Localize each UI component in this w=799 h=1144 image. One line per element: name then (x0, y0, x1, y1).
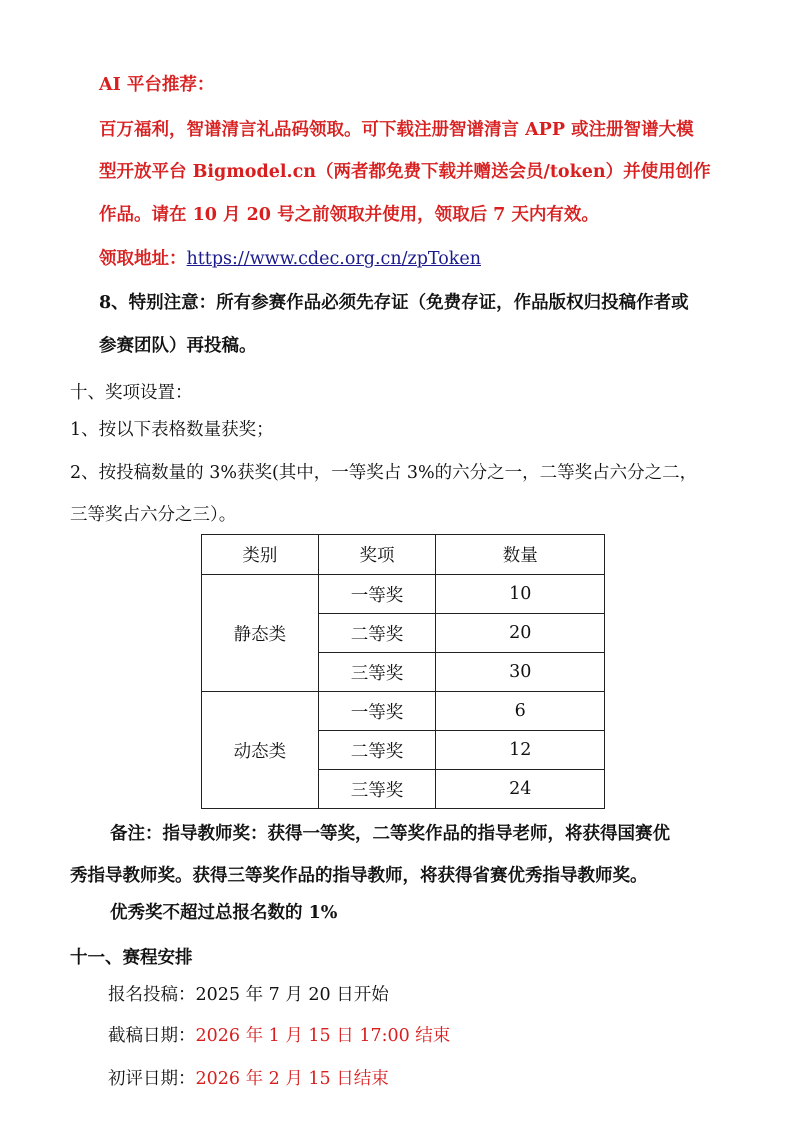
ai-platform-para-line-3: 作品。请在 10 月 20 号之前领取并使用，领取后 7 天内有效。 (99, 205, 599, 225)
section-10-item-2-line-1: 2、按投稿数量的 3%获奖(其中，一等奖占 3%的六分之一，二等奖占六分之二， (70, 463, 698, 483)
schedule-value: 2026 年 1 月 15 日 17:00 结束 (195, 1026, 451, 1046)
table-award-cell: 一等奖 (318, 575, 436, 614)
schedule-value: 2025 年 7 月 20 日开始 (195, 985, 389, 1005)
remarks-line-3: 优秀奖不超过总报名数的 1% (110, 903, 338, 923)
table-header-category: 类别 (202, 535, 319, 575)
table-count-cell: 12 (436, 731, 605, 770)
table-count-cell: 30 (436, 653, 605, 692)
schedule-item-preliminary (108, 1067, 389, 1091)
token-address-line (99, 247, 481, 271)
table-count-cell: 10 (436, 575, 605, 614)
table-header-row (202, 535, 605, 575)
table-header-award: 奖项 (318, 535, 436, 575)
section-10-item-1: 1、按以下表格数量获奖； (70, 420, 274, 440)
schedule-label: 截稿日期： (108, 1026, 196, 1046)
schedule-item-deadline (108, 1024, 450, 1048)
section-10-heading: 十、奖项设置： (70, 383, 193, 403)
section-11-heading: 十一、赛程安排 (70, 948, 193, 968)
schedule-value: 2026 年 2 月 15 日结束 (195, 1069, 389, 1089)
table-count-cell: 24 (436, 770, 605, 809)
ai-platform-para-line-2: 型开放平台 Bigmodel.cn（两者都免费下载并赠送会员/token）并使用创作 (99, 162, 711, 182)
ai-platform-title: AI 平台推荐： (99, 75, 215, 95)
token-address-label: 领取地址： (99, 249, 187, 269)
note-8-line-1: 8、特别注意：所有参赛作品必须先存证（免费存证，作品版权归投稿作者或 (99, 293, 689, 313)
table-row (202, 692, 605, 731)
table-award-cell: 三等奖 (318, 653, 436, 692)
table-award-cell: 三等奖 (318, 770, 436, 809)
remarks-line-2: 秀指导教师奖。获得三等奖作品的指导教师，将获得省赛优秀指导教师奖。 (70, 866, 648, 886)
table-award-cell: 二等奖 (318, 614, 436, 653)
awards-table (201, 534, 605, 809)
table-count-cell: 6 (436, 692, 605, 731)
table-award-cell: 二等奖 (318, 731, 436, 770)
table-award-cell: 一等奖 (318, 692, 436, 731)
schedule-label: 初评日期： (108, 1069, 196, 1089)
remarks-line-1: 备注：指导教师奖：获得一等奖，二等奖作品的指导老师，将获得国赛优 (110, 824, 670, 844)
token-address-link[interactable]: https://www.cdec.org.cn/zpToken (186, 249, 481, 269)
table-header-count: 数量 (436, 535, 605, 575)
section-10-item-2-line-2: 三等奖占六分之三）。 (70, 505, 237, 525)
ai-platform-para-line-1: 百万福利，智谱清言礼品码领取。可下载注册智谱清言 APP 或注册智谱大模 (99, 120, 694, 140)
schedule-label: 报名投稿： (108, 985, 196, 1005)
note-8-line-2: 参赛团队）再投稿。 (99, 336, 257, 356)
table-category-dynamic: 动态类 (202, 692, 319, 809)
table-category-static: 静态类 (202, 575, 319, 692)
table-count-cell: 20 (436, 614, 605, 653)
schedule-item-registration (108, 983, 389, 1007)
table-row (202, 575, 605, 614)
